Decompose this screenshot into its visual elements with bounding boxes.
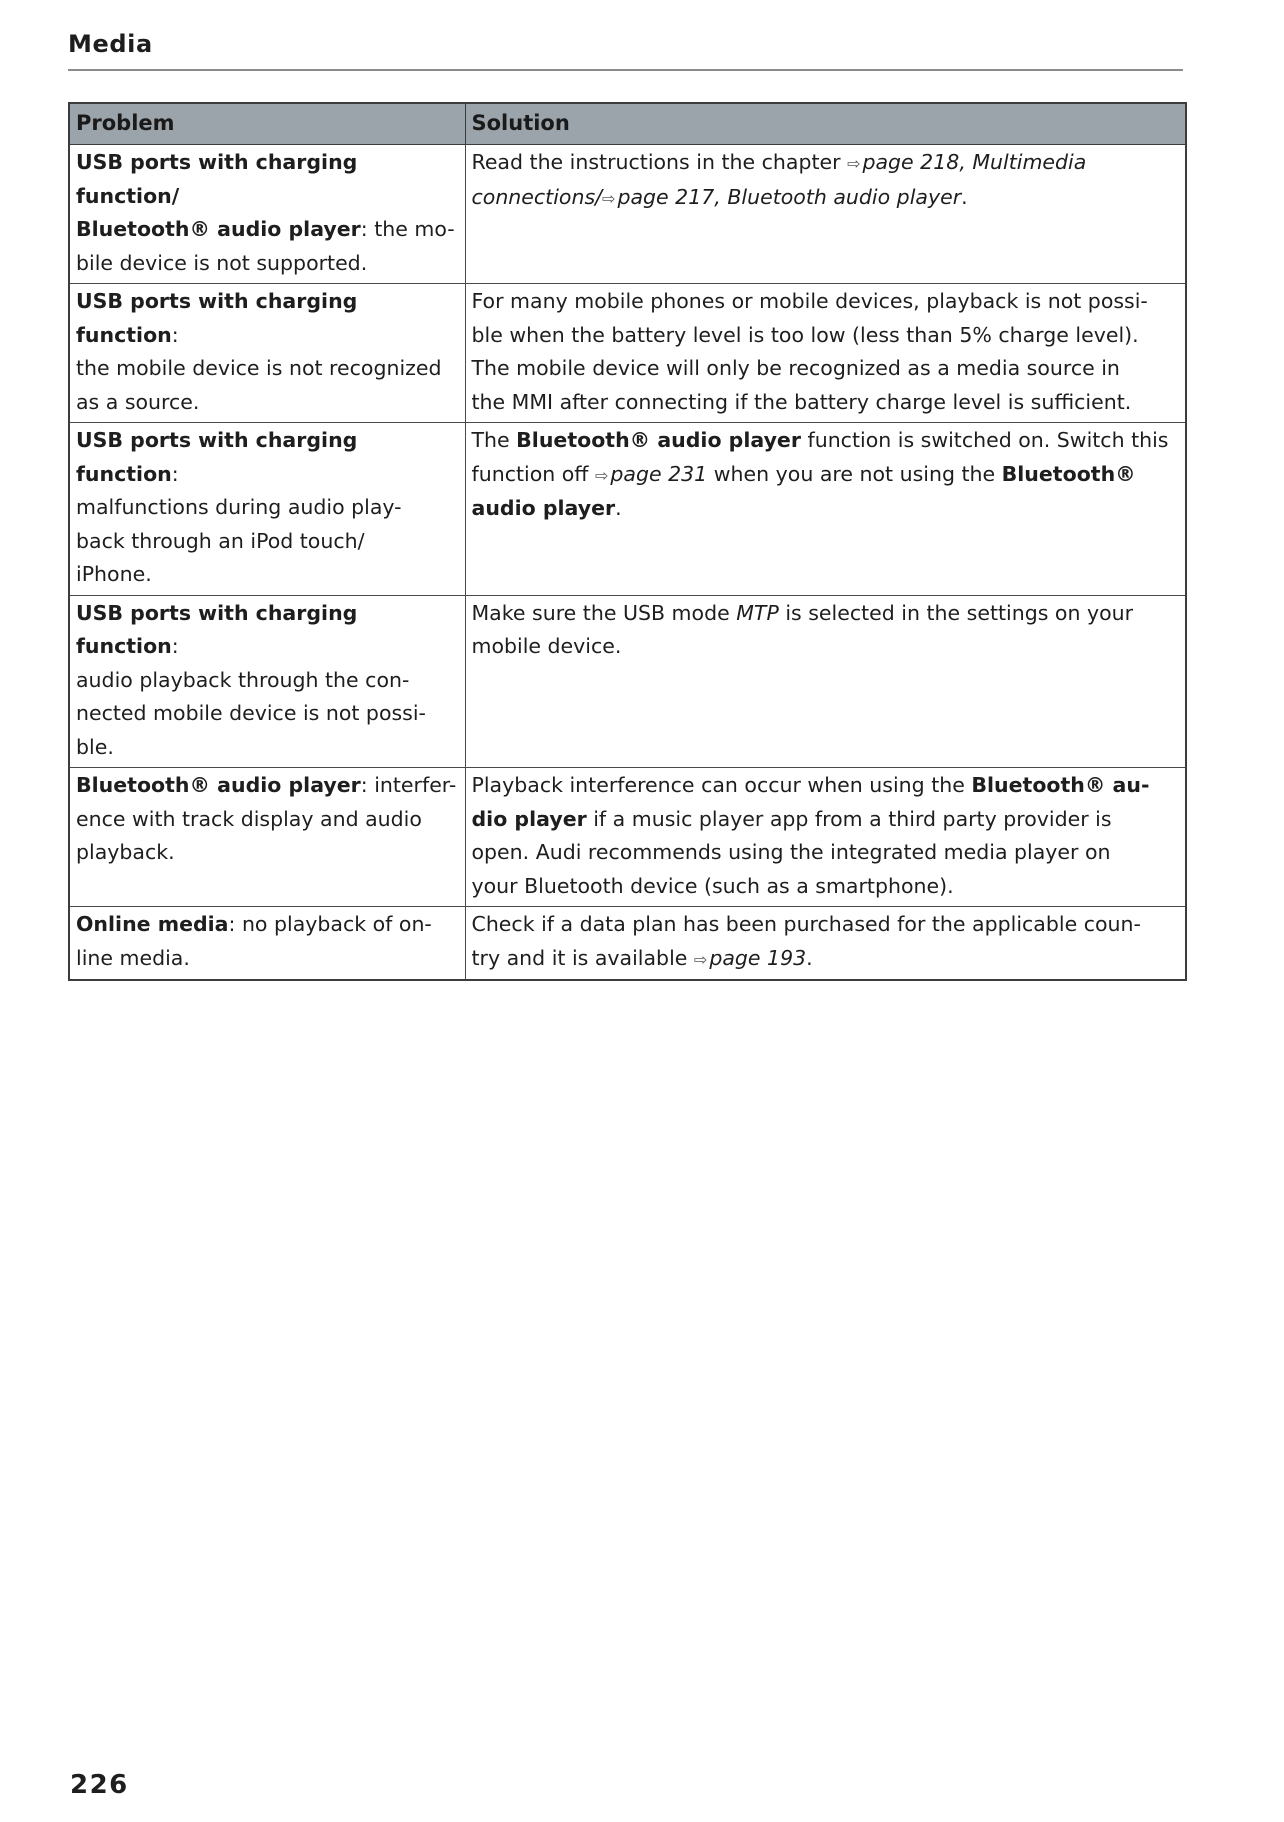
problem-text: audio playback through the con- xyxy=(76,667,410,692)
table-row xyxy=(69,284,1186,423)
solution-text: The xyxy=(471,428,510,452)
problem-text: : xyxy=(171,322,179,347)
solution-text: when you are not using the xyxy=(713,461,996,486)
solution-text: open. Audi recommends using the integrated media player on xyxy=(471,840,1111,864)
problem-text: malfunctions during audio play- xyxy=(76,495,402,519)
problem-text: ence with track display and audio xyxy=(76,806,422,831)
problem-text: : the mo- xyxy=(360,217,455,241)
table-row xyxy=(69,768,1186,907)
problem-text: the mobile device is not recognized xyxy=(76,356,442,380)
solution-text: the MMI after connecting if the battery charge level is sufficient. xyxy=(471,389,1132,414)
problem-text: : interfer- xyxy=(360,773,457,797)
problem-subject: USB ports with charging function/ xyxy=(76,150,358,208)
solution-emphasis: MTP xyxy=(736,600,779,625)
solution-cell xyxy=(465,768,1186,907)
problem-cell xyxy=(69,145,465,284)
problem-text: as a source. xyxy=(76,389,200,414)
problem-text: : xyxy=(171,634,179,658)
solution-cell xyxy=(465,423,1186,596)
problem-subject: Online media xyxy=(76,912,229,936)
problem-text: : xyxy=(171,461,179,486)
page-reference-link[interactable]: page 218, Multimedia xyxy=(862,150,1087,174)
solution-text: is selected in the settings on your xyxy=(785,600,1134,625)
solution-cell xyxy=(465,595,1186,768)
title-rule xyxy=(68,69,1183,71)
problem-subject: USB ports with charging function xyxy=(76,428,358,486)
page-reference-link[interactable]: page 193 xyxy=(709,945,807,970)
problem-text: iPhone. xyxy=(76,562,152,586)
problem-text: nected mobile device is not possi- xyxy=(76,701,426,725)
table-row xyxy=(69,907,1186,981)
solution-text: . xyxy=(806,945,813,970)
solution-cell xyxy=(465,907,1186,981)
solution-text: Check if a data plan has been purchased for the applicable coun- xyxy=(471,912,1141,936)
column-header-problem: Problem xyxy=(69,103,465,145)
troubleshooting-table xyxy=(68,102,1187,981)
table-header-row xyxy=(69,103,1186,145)
solution-emphasis: dio player xyxy=(471,806,587,831)
solution-text: function off xyxy=(471,461,589,486)
problem-text: : no playback of on- xyxy=(228,912,432,936)
problem-text: bile device is not supported. xyxy=(76,250,368,275)
arrow-right-icon: ⇨ xyxy=(594,465,609,485)
problem-cell xyxy=(69,595,465,768)
solution-text: . xyxy=(615,496,622,520)
solution-emphasis: Bluetooth® au- xyxy=(971,773,1150,797)
solution-text: if a music player app from a third party provider is xyxy=(593,806,1112,831)
solution-text: your Bluetooth device (such as a smartphone). xyxy=(471,873,954,898)
problem-text: back through an iPod touch/ xyxy=(76,528,365,553)
solution-text: The mobile device will only be recognized as a media source in xyxy=(471,356,1120,380)
table-row xyxy=(69,145,1186,284)
solution-text: function is switched on. Switch this xyxy=(807,428,1169,452)
table-row xyxy=(69,595,1186,768)
solution-cell xyxy=(465,284,1186,423)
problem-text: playback. xyxy=(76,840,175,864)
problem-cell xyxy=(69,284,465,423)
column-header-solution: Solution xyxy=(465,103,1186,145)
solution-emphasis: audio player xyxy=(471,496,616,520)
problem-cell xyxy=(69,423,465,596)
arrow-right-icon: ⇨ xyxy=(602,188,616,208)
problem-subject: USB ports with charging function xyxy=(76,600,358,658)
solution-text: Read the instructions in the chapter xyxy=(471,150,841,174)
arrow-right-icon: ⇨ xyxy=(847,154,861,173)
page-reference-link[interactable]: page 217, Bluetooth audio player xyxy=(617,184,962,209)
solution-text: Playback interference can occur when using the xyxy=(471,773,965,797)
page-number: 226 xyxy=(70,1770,129,1800)
solution-text: . xyxy=(961,184,968,209)
solution-text: Make sure the USB mode xyxy=(471,600,730,625)
problem-subject: USB ports with charging function xyxy=(76,289,358,347)
arrow-right-icon: ⇨ xyxy=(693,949,708,969)
solution-emphasis: Bluetooth® xyxy=(1001,461,1136,486)
problem-cell xyxy=(69,768,465,907)
page-reference-link[interactable]: connections/ xyxy=(471,184,603,209)
problem-subject: Bluetooth® audio player xyxy=(76,773,361,797)
solution-text: try and it is available xyxy=(471,945,688,970)
problem-cell xyxy=(69,907,465,981)
problem-subject: Bluetooth® audio player xyxy=(76,217,361,241)
problem-text: line media. xyxy=(76,945,190,970)
page-reference-link[interactable]: page 231 xyxy=(610,461,708,486)
section-title: Media xyxy=(68,30,153,58)
solution-cell xyxy=(465,145,1186,284)
solution-text: For many mobile phones or mobile devices, playback is not possi- xyxy=(471,289,1148,313)
solution-text: mobile device. xyxy=(471,634,622,658)
solution-emphasis: Bluetooth® audio player xyxy=(516,428,801,452)
solution-text: ble when the battery level is too low (less than 5% charge level). xyxy=(471,322,1139,347)
table-row xyxy=(69,423,1186,596)
problem-text: ble. xyxy=(76,734,114,759)
